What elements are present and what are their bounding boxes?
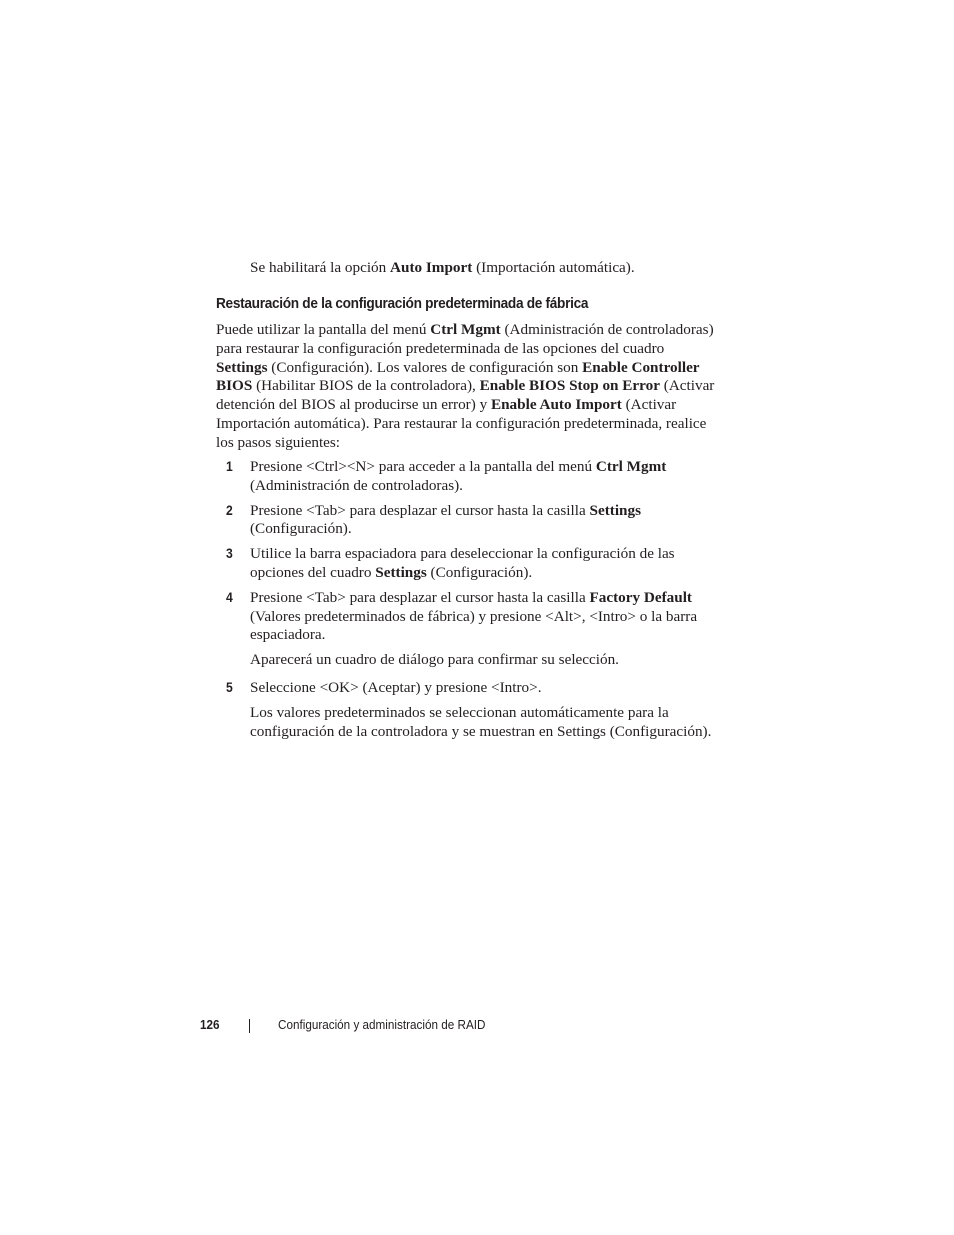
step-text — [250, 545, 716, 583]
step-number: 2 — [226, 502, 233, 518]
step-note: Aparecerá un cuadro de diálogo para confirmar su selección. — [250, 651, 619, 669]
enable-bios-stop-term: Enable BIOS Stop on Error — [479, 377, 660, 395]
enable-auto-import-term: Enable Auto Import — [490, 396, 622, 414]
step-text-part: (Configuración). — [250, 520, 352, 538]
intro-text-part: (Importación automática). — [472, 259, 635, 276]
step-text-part: (Configuración). — [426, 563, 533, 581]
step-text: Seleccione <OK> (Aceptar) y presione <Intro>. — [250, 678, 542, 696]
section-heading: Restauración de la configuración predeterminada de fábrica — [216, 295, 589, 312]
step-number: 5 — [226, 679, 233, 695]
paragraph-text: (Administración de controladoras) para restaurar la configuración predeterminada de las opciones del cuadro — [216, 321, 714, 357]
intro-text-part: Se habilitará la opción — [250, 259, 391, 276]
ctrl-mgmt-term: Ctrl Mgmt — [595, 458, 667, 475]
step-text-part: Presione <Tab> para desplazar el cursor hasta la casilla — [250, 501, 590, 519]
settings-term: Settings — [216, 358, 268, 376]
step-text-part: Presione <Ctrl><N> para acceder a la pantalla del menú — [250, 458, 596, 475]
step-text-part: (Valores predeterminados de fábrica) y presione <Alt>, <Intro> o la barra espaciadora. — [250, 607, 698, 644]
step-number: 4 — [226, 589, 233, 605]
paragraph-text: (Configuración). Los valores de configuración son — [267, 358, 583, 376]
step-note: Los valores predeterminados se seleccionan automáticamente para la configuración de la controladora y se muestran en Settings (Configuración). — [250, 703, 712, 740]
page-footer — [0, 1015, 954, 1037]
paragraph-text: (Activar detención del BIOS al producirse un error) y — [216, 377, 715, 414]
footer-separator — [249, 1019, 250, 1033]
step-text — [250, 502, 716, 540]
factory-default-term: Factory Default — [589, 588, 692, 606]
step-text — [250, 589, 716, 645]
intro-text — [250, 259, 720, 278]
auto-import-term: Auto Import — [390, 259, 473, 276]
section-paragraph — [216, 321, 716, 453]
paragraph-text: (Habilitar BIOS de la controladora), — [252, 377, 480, 395]
step-item — [216, 589, 716, 670]
settings-term: Settings — [589, 501, 641, 519]
step-number: 3 — [226, 546, 233, 562]
paragraph-text: (Activar Importación automática). Para restaurar la configuración predeterminada, realice los pasos siguientes: — [216, 396, 707, 451]
step-item — [216, 545, 716, 583]
step-text-part: Utilice la barra espaciadora para deseleccionar la configuración de las opciones del cuadro — [250, 545, 675, 581]
settings-term: Settings — [375, 563, 427, 581]
steps-list — [216, 458, 716, 747]
page-number: 126 — [200, 1017, 220, 1032]
paragraph-text: Puede utilizar la pantalla del menú — [216, 321, 431, 338]
step-number: 1 — [226, 459, 233, 474]
step-item — [216, 679, 716, 741]
step-text-part: (Administración de controladoras). — [250, 476, 463, 494]
footer-title: Configuración y administración de RAID — [278, 1017, 486, 1032]
step-text — [250, 458, 716, 496]
step-text-part: Presione <Tab> para desplazar el cursor hasta la casilla — [250, 588, 590, 606]
step-item — [216, 502, 716, 540]
step-item — [216, 458, 716, 496]
ctrl-mgmt-term: Ctrl Mgmt — [430, 321, 501, 338]
enable-controller-bios-term: Enable Controller BIOS — [216, 358, 700, 395]
